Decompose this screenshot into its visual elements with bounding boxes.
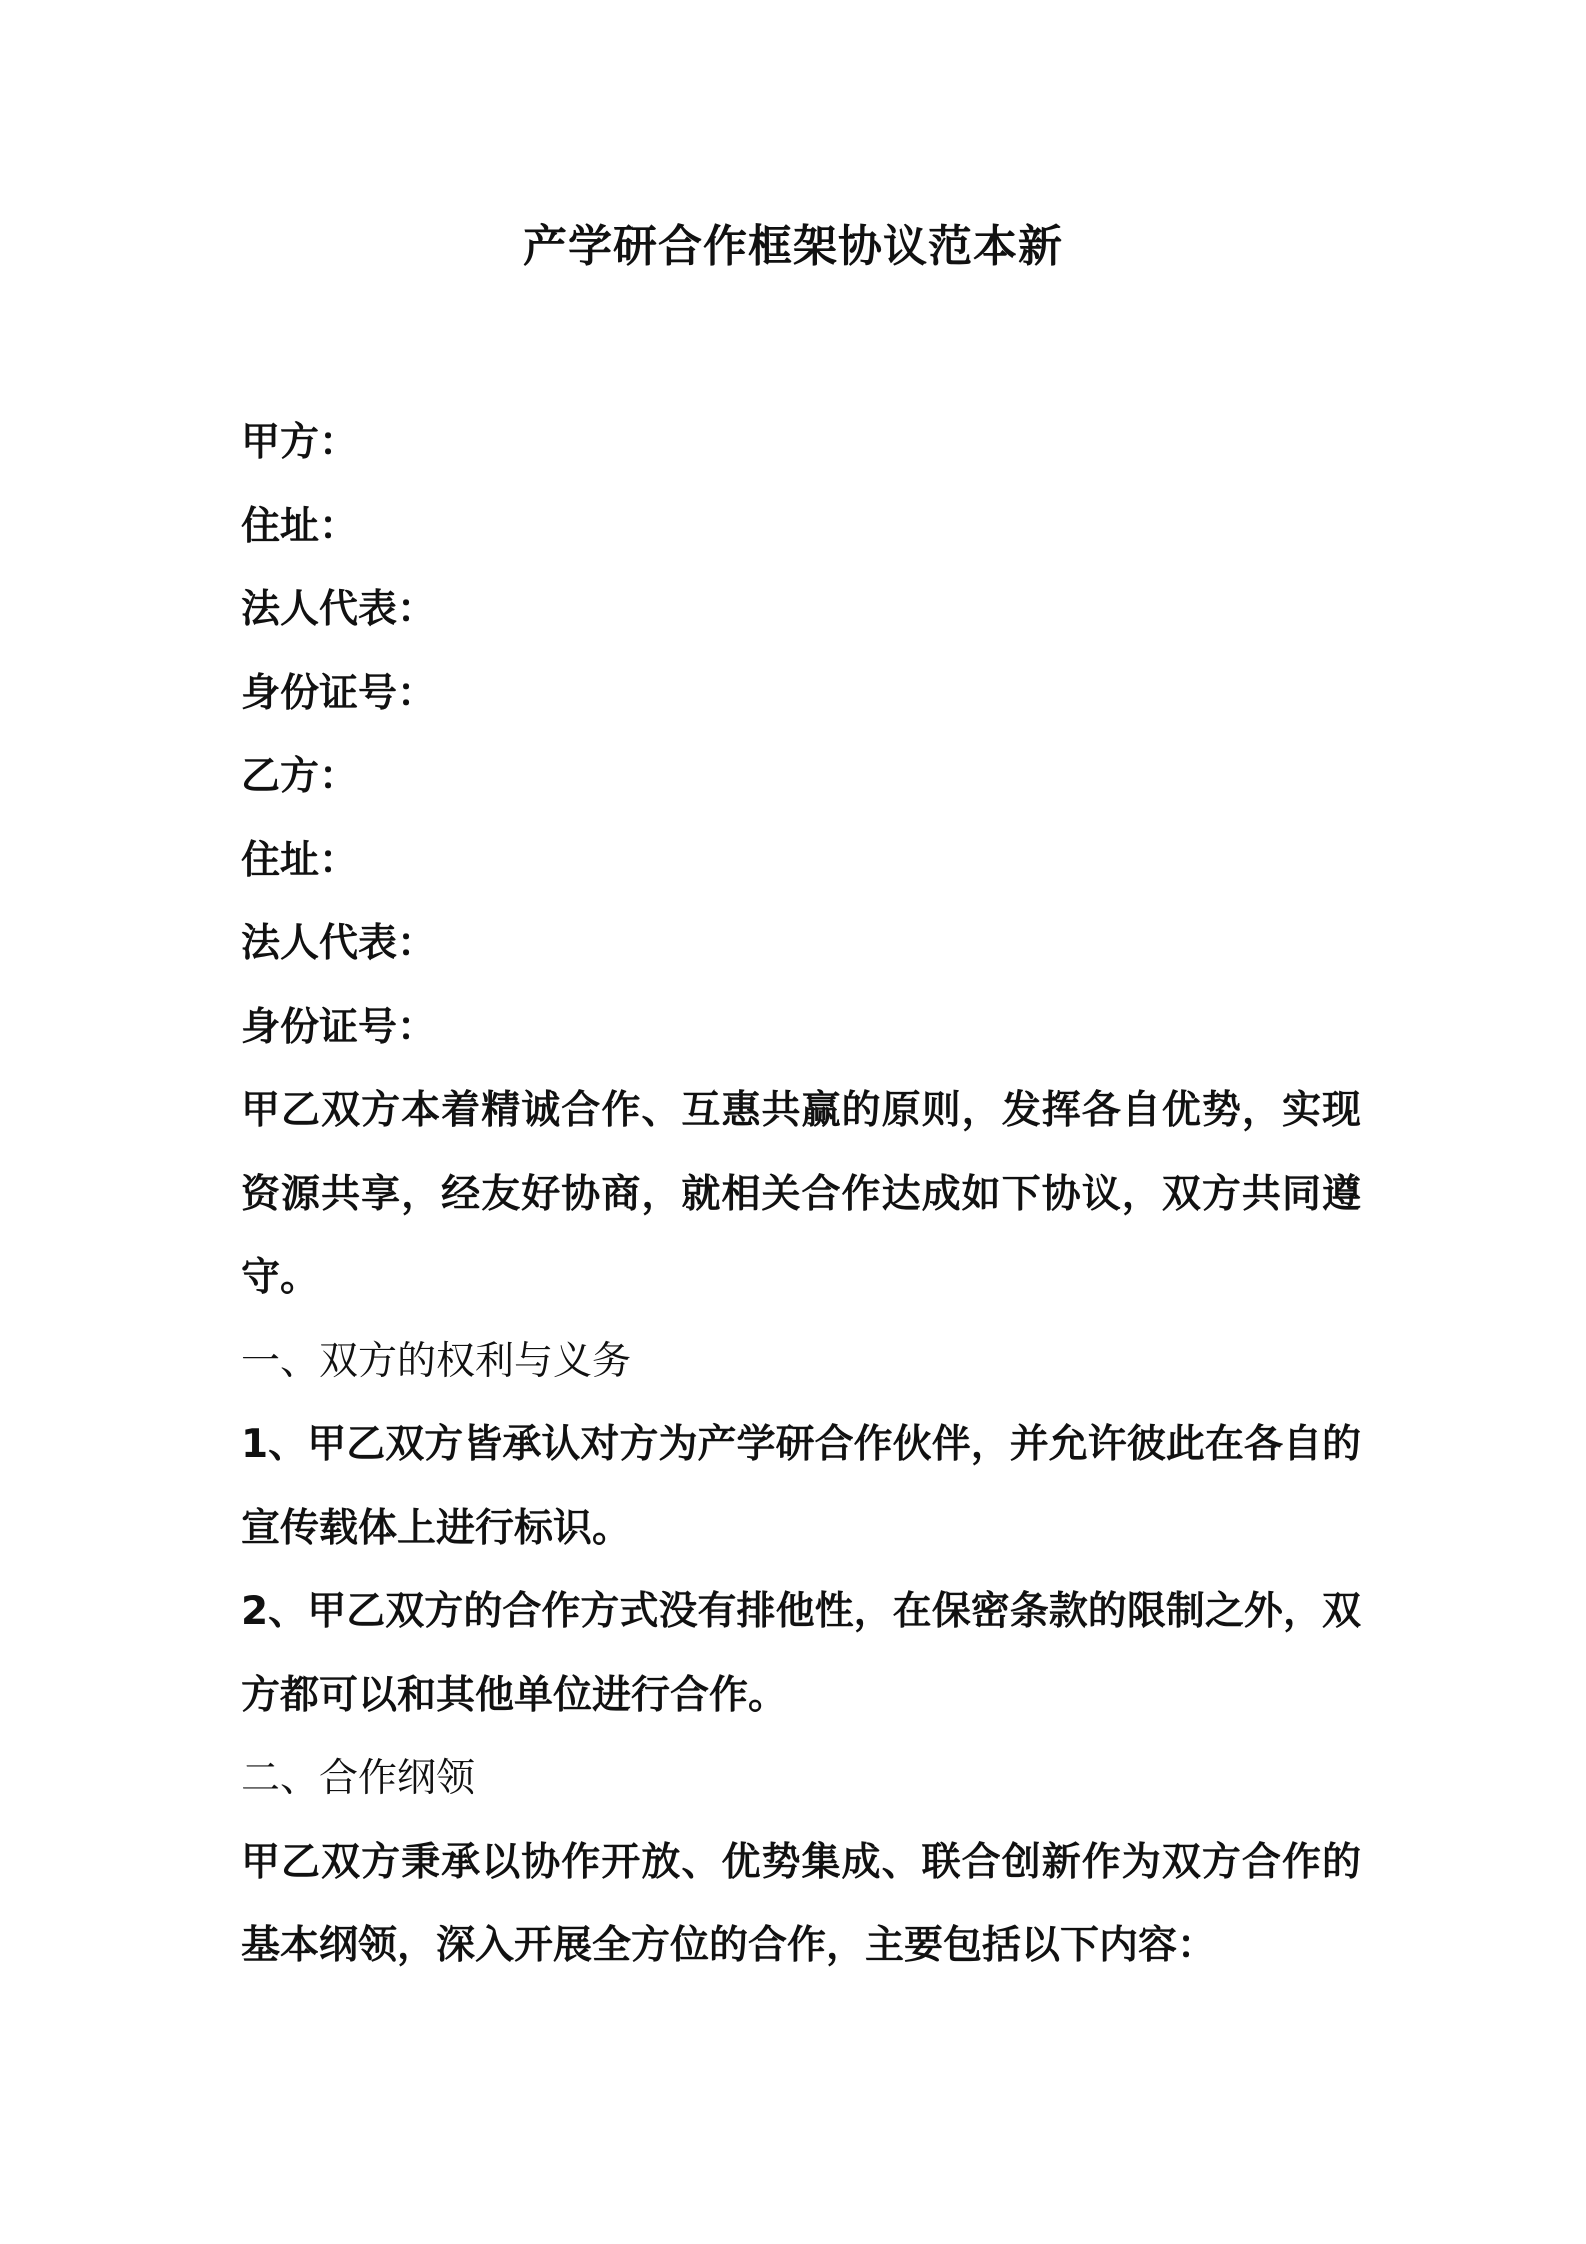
party-a-id-label: 身份证号： <box>241 670 437 716</box>
preamble-paragraph: 甲乙双方本着精诚合作、互惠共赢的原则，发挥各自优势，实现资源共享，经友好协商，就相关合作达成如下协议，双方共同遵守。 <box>241 1088 1361 1300</box>
party-b-id-label: 身份证号： <box>241 1004 437 1050</box>
party-a-address-label: 住址： <box>241 503 359 549</box>
section-2-body: 甲乙双方秉承以协作开放、优势集成、联合创新作为双方合作的基本纲领，深入开展全方位的合作，主要包括以下内容： <box>241 1839 1361 1968</box>
document-title: 产学研合作框架协议范本新 <box>523 221 1063 272</box>
section-1-item-2: 2、甲乙双方的合作方式没有排他性，在保密条款的限制之外，双方都可以和其他单位进行合作。 <box>241 1589 1361 1718</box>
section-1-heading: 一、双方的权利与义务 <box>241 1338 632 1384</box>
party-b-legal-rep-label: 法人代表： <box>241 921 437 966</box>
party-b-name-label: 乙方： <box>241 754 359 799</box>
section-1-item-1: 1、甲乙双方皆承认对方为产学研合作伙伴，并允许彼此在各自的宣传载体上进行标识。 <box>241 1422 1361 1551</box>
party-a-name-label: 甲方： <box>241 420 359 465</box>
party-a-legal-rep-label: 法人代表： <box>241 587 437 632</box>
party-b-address-label: 住址： <box>241 837 359 883</box>
document-body <box>241 401 1361 1988</box>
section-2-heading: 二、合作纲领 <box>241 1756 476 1801</box>
